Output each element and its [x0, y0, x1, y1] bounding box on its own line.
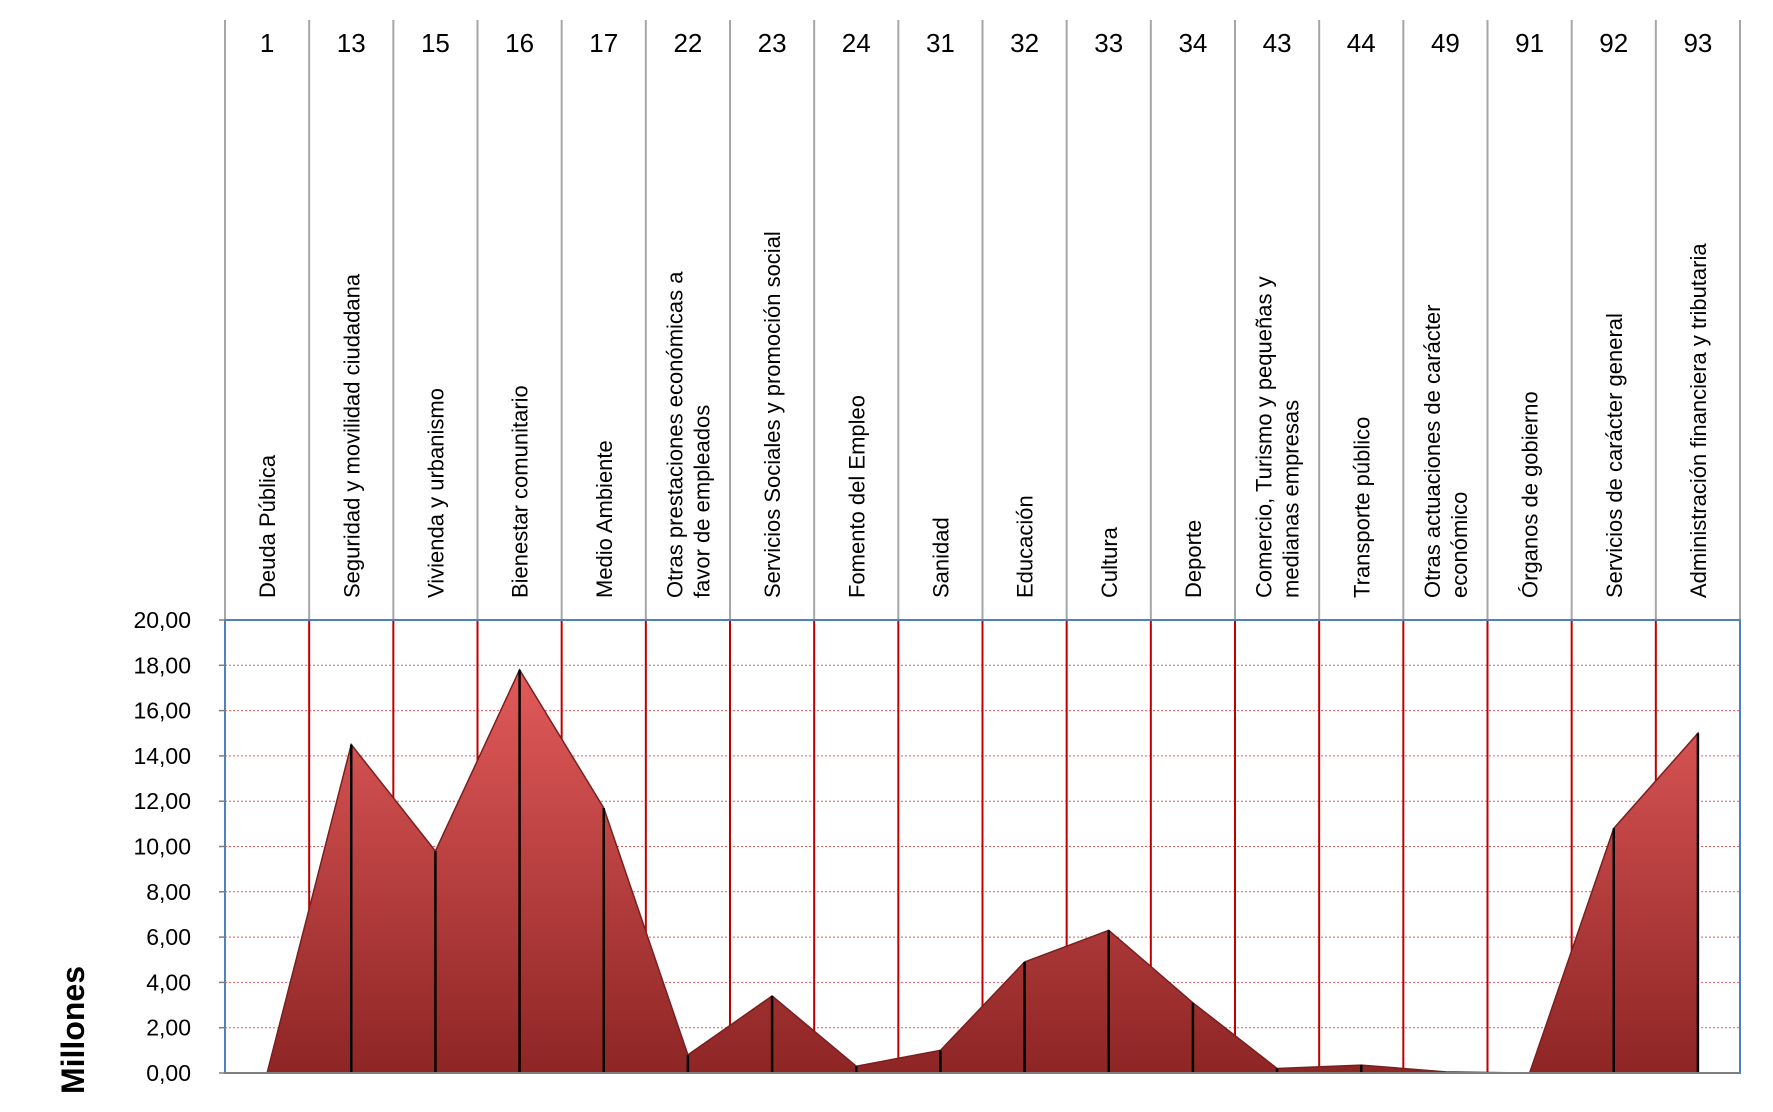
category-label [1602, 313, 1627, 598]
y-tick-label: 0,00 [146, 1060, 191, 1086]
category-code: 24 [841, 28, 871, 58]
category-code: 33 [1094, 28, 1124, 58]
y-tick-label: 2,00 [146, 1014, 191, 1041]
y-tick-label: 10,00 [133, 833, 191, 860]
category-label [1252, 276, 1304, 598]
category-label-line: Deuda Pública [255, 454, 281, 598]
y-tick-label: 14,00 [133, 742, 191, 769]
category-label [592, 440, 617, 598]
category-code: 49 [1430, 28, 1460, 58]
category-label-line: económico [1446, 491, 1472, 598]
category-label [1420, 305, 1472, 598]
y-tick-label: 12,00 [133, 788, 191, 815]
category-code: 93 [1683, 28, 1713, 58]
category-label [1097, 526, 1122, 598]
category-code: 91 [1515, 28, 1545, 58]
category-label [1181, 520, 1206, 598]
category-label-line: Fomento del Empleo [844, 395, 870, 598]
category-code: 32 [1010, 28, 1040, 58]
category-label-line: Deporte [1180, 519, 1206, 598]
category-label [844, 395, 869, 598]
category-code: 34 [1178, 28, 1208, 58]
category-label [1349, 417, 1374, 598]
y-axis-ticks [133, 607, 225, 1086]
category-label [339, 273, 364, 598]
category-label [255, 454, 280, 598]
category-code: 44 [1346, 28, 1376, 58]
category-code: 22 [673, 28, 703, 58]
category-code: 31 [925, 28, 955, 58]
category-label-line: Educación [1012, 495, 1038, 598]
category-label-line: Servicios Sociales y promoción social [760, 231, 786, 598]
category-label-line: Órganos de gobierno [1517, 391, 1543, 598]
y-tick-label: 18,00 [133, 652, 191, 679]
y-tick-label: 20,00 [133, 607, 191, 633]
category-label-line: Otras prestaciones económicas a [662, 271, 688, 598]
category-label [508, 385, 533, 598]
category-label-line: Medio Ambiente [591, 440, 617, 598]
y-tick-label: 16,00 [133, 697, 191, 724]
category-label-line: Seguridad y movilidad ciudadana [339, 273, 365, 598]
category-label-line: Otras actuaciones de carácter [1419, 304, 1445, 598]
category-label [1013, 495, 1038, 598]
category-label-line: medianas empresas [1278, 399, 1304, 598]
category-label [760, 231, 785, 598]
category-label-line: Servicios de carácter general [1601, 313, 1627, 598]
category-code: 17 [589, 28, 619, 58]
category-code: 1 [259, 28, 275, 58]
category-code: 92 [1599, 28, 1629, 58]
category-label [1518, 391, 1543, 598]
y-tick-label: 8,00 [146, 878, 191, 905]
category-label-line: favor de empleados [689, 404, 715, 598]
category-header [225, 20, 1740, 620]
category-label-line: Cultura [1096, 527, 1122, 598]
category-code: 43 [1262, 28, 1292, 58]
y-axis-title: Millones [55, 965, 91, 1095]
category-code: 16 [505, 28, 535, 58]
category-code: 13 [336, 28, 366, 58]
category-label [423, 388, 448, 598]
y-tick-label: 4,00 [146, 969, 191, 996]
category-label-line: Sanidad [928, 517, 954, 598]
category-label-line: Comercio, Turismo y pequeñas y [1251, 276, 1277, 598]
category-label-line: Administración financiera y tributaria [1685, 243, 1711, 598]
category-label-line: Bienestar comunitario [507, 385, 533, 598]
category-code: 15 [420, 28, 450, 58]
category-code: 23 [757, 28, 787, 58]
category-label-line: Transporte público [1349, 416, 1375, 598]
category-label [928, 517, 953, 598]
category-label [662, 271, 714, 598]
y-tick-label: 6,00 [146, 924, 191, 951]
category-label-line: Vivienda y urbanismo [423, 388, 449, 598]
category-label [1686, 243, 1711, 598]
